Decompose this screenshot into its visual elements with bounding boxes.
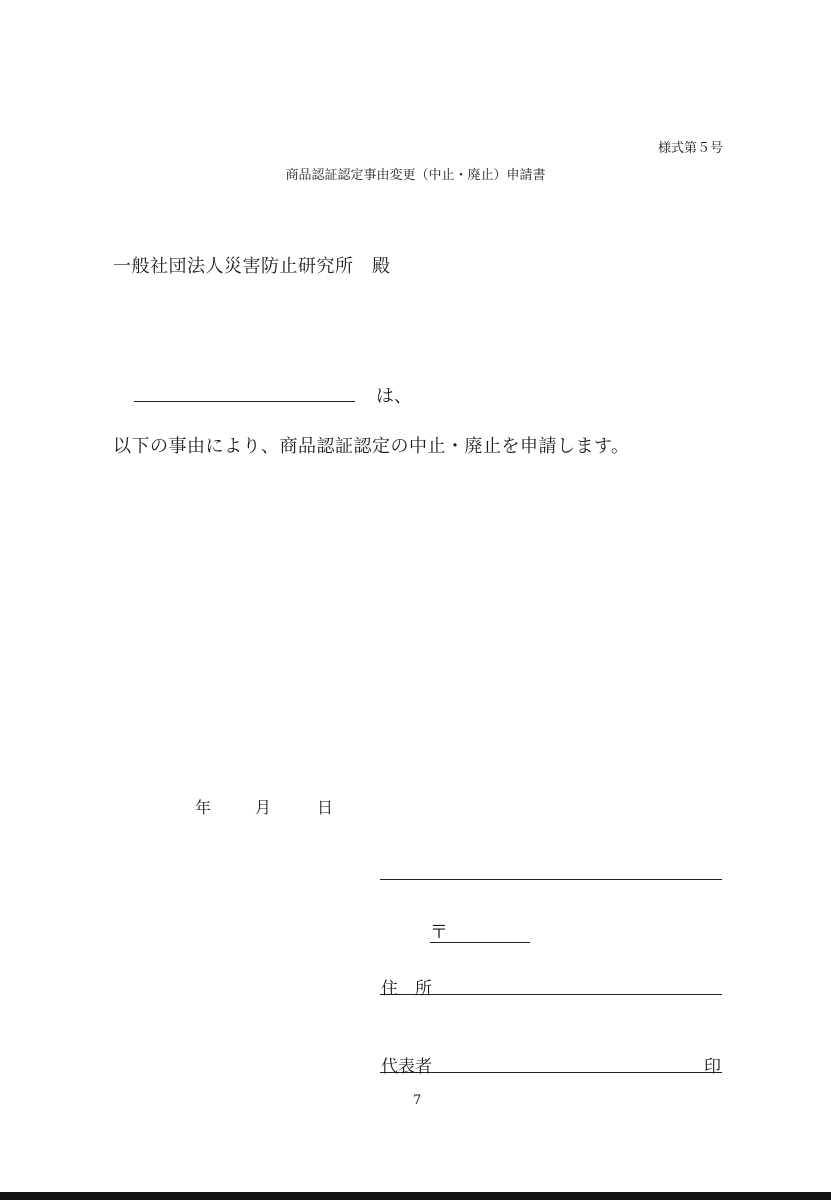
request-text: 以下の事由により、商品認証認定の中止・廃止を申請します。 (113, 436, 630, 457)
address-blank[interactable] (380, 994, 722, 995)
address-label: 住 所 (381, 979, 432, 999)
postal-mark: 〒 (430, 922, 448, 943)
postal-code-blank[interactable] (430, 942, 530, 943)
day-label: 日 (317, 798, 334, 817)
subject-suffix: は、 (376, 386, 412, 407)
page-number: 7 (413, 1093, 422, 1108)
subject-name-blank[interactable] (134, 401, 355, 402)
year-label: 年 (195, 798, 212, 817)
representative-blank[interactable] (380, 1072, 722, 1073)
month-label: 月 (255, 798, 272, 817)
representative-label: 代表者 (381, 1057, 432, 1077)
applicant-name-blank[interactable] (380, 879, 722, 880)
form-number: 様式第５号 (657, 141, 723, 156)
addressee: 一般社団法人災害防止研究所 殿 (113, 256, 391, 277)
page-bottom-border (0, 1192, 831, 1200)
document-title: 商品認証認定事由変更（中止・廃止）申請書 (285, 168, 546, 183)
seal-label: 印 (704, 1057, 721, 1077)
